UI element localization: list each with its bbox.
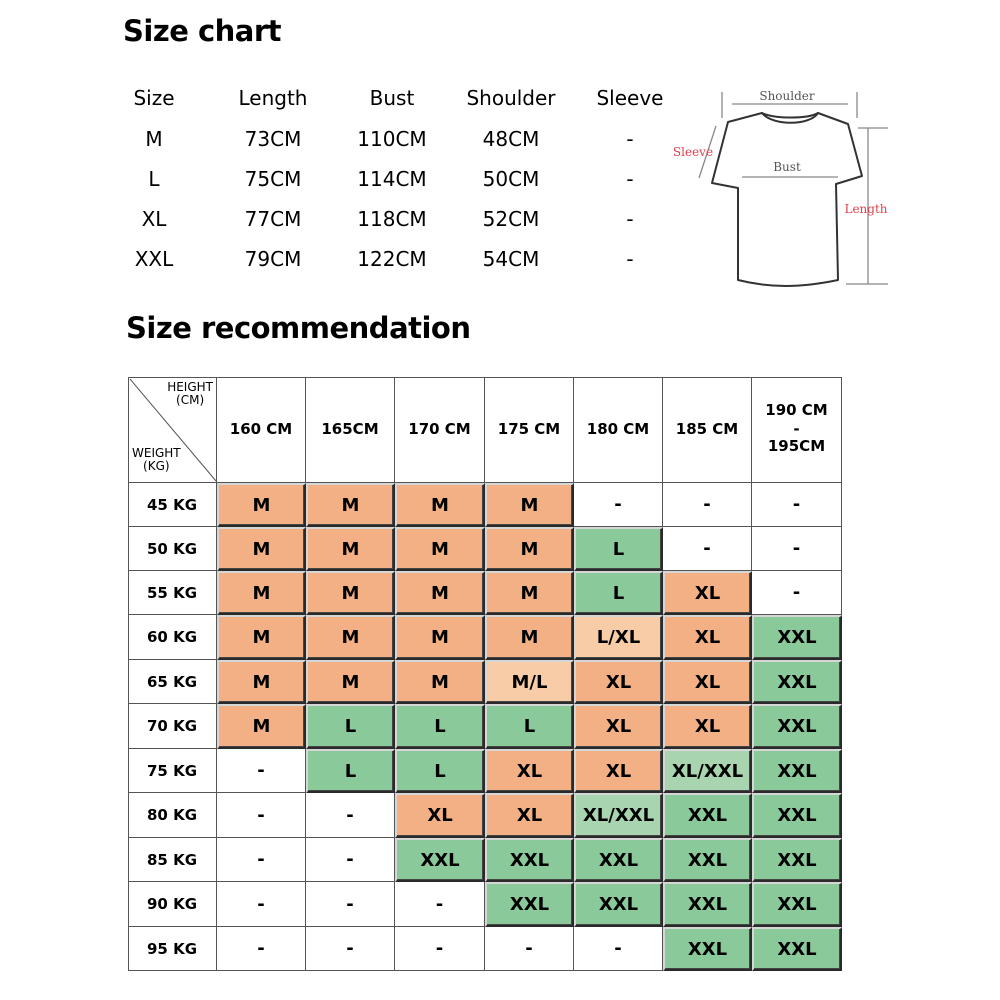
- size-cell: XL: [485, 793, 574, 838]
- size-cell: XL: [574, 704, 663, 749]
- length-label: Length: [844, 202, 888, 216]
- size-cell: XXL: [752, 749, 842, 793]
- size-cell: M: [485, 483, 574, 527]
- size-chart-cell-shoulder: 52CM: [482, 207, 540, 231]
- size-cell: M: [395, 615, 485, 660]
- weight-label: 80 KG: [128, 793, 217, 838]
- size-cell: XXL: [574, 838, 663, 882]
- height-header-label: 165CM: [321, 420, 379, 438]
- size-chart-header-shoulder: Shoulder: [466, 86, 556, 110]
- size-cell: -: [217, 927, 306, 971]
- size-cell: XL/XXL: [574, 793, 663, 838]
- size-cell: XL: [663, 571, 752, 615]
- sleeve-label: Sleeve: [672, 145, 714, 159]
- size-cell: XL: [395, 793, 485, 838]
- size-cell: -: [574, 483, 663, 527]
- size-cell: XXL: [663, 882, 752, 927]
- size-chart-cell-size: XXL: [134, 247, 174, 271]
- size-cell: L: [574, 527, 663, 571]
- size-cell: XXL: [663, 927, 752, 971]
- size-chart-cell-sleeve: -: [626, 127, 634, 151]
- size-cell: XL: [485, 749, 574, 793]
- height-header: [306, 377, 395, 483]
- size-cell: M: [217, 704, 306, 749]
- size-cell: -: [752, 571, 842, 615]
- size-cell: -: [485, 927, 574, 971]
- size-cell: -: [306, 882, 395, 927]
- height-header-label: 160 CM: [229, 420, 293, 438]
- size-chart-cell-bust: 114CM: [357, 167, 427, 191]
- weight-label: 65 KG: [128, 660, 217, 704]
- weight-label: 50 KG: [128, 527, 217, 571]
- size-cell: M: [306, 615, 395, 660]
- size-cell: L: [306, 704, 395, 749]
- height-header: [663, 377, 752, 483]
- size-chart-header-sleeve: Sleeve: [596, 86, 664, 110]
- height-header-label: 175 CM: [497, 420, 561, 438]
- size-chart-cell-shoulder: 50CM: [482, 167, 540, 191]
- size-recommendation-title: Size recommendation: [126, 311, 471, 345]
- height-header-line: -: [793, 420, 800, 438]
- size-chart-cell-bust: 118CM: [357, 207, 427, 231]
- size-cell: XL/XXL: [663, 749, 752, 793]
- height-header-line: 195CM: [767, 437, 826, 455]
- size-cell: M: [217, 527, 306, 571]
- height-header: [217, 377, 306, 483]
- size-chart-cell-size: XL: [141, 207, 167, 231]
- size-cell: -: [752, 483, 842, 527]
- size-cell: -: [217, 749, 306, 793]
- size-cell: XXL: [752, 793, 842, 838]
- size-cell: M: [217, 483, 306, 527]
- weight-label: 95 KG: [128, 927, 217, 971]
- size-cell: M: [217, 615, 306, 660]
- size-cell: M: [306, 483, 395, 527]
- tshirt-diagram: [668, 84, 898, 294]
- height-header: [574, 377, 663, 483]
- weight-label: 85 KG: [128, 838, 217, 882]
- size-cell: -: [752, 527, 842, 571]
- size-chart-cell-shoulder: 48CM: [482, 127, 540, 151]
- size-cell: -: [395, 927, 485, 971]
- size-cell: XXL: [485, 838, 574, 882]
- size-chart-cell-bust: 110CM: [357, 127, 427, 151]
- size-cell: M: [306, 527, 395, 571]
- size-cell: -: [217, 793, 306, 838]
- size-cell: -: [217, 882, 306, 927]
- size-cell: XL: [663, 660, 752, 704]
- size-cell: -: [574, 927, 663, 971]
- size-cell: L: [574, 571, 663, 615]
- size-cell: -: [306, 793, 395, 838]
- size-cell: L: [485, 704, 574, 749]
- size-cell: XXL: [752, 704, 842, 749]
- size-cell: XL: [574, 660, 663, 704]
- size-cell: XXL: [663, 793, 752, 838]
- corner-header: [128, 377, 217, 483]
- size-cell: L: [395, 749, 485, 793]
- size-cell: M: [217, 660, 306, 704]
- size-cell: M: [395, 527, 485, 571]
- size-chart-cell-length: 77CM: [244, 207, 302, 231]
- height-header-label: 185 CM: [675, 420, 739, 438]
- size-cell: L: [306, 749, 395, 793]
- weight-label: 60 KG: [128, 615, 217, 660]
- size-cell: M: [306, 660, 395, 704]
- height-header: [395, 377, 485, 483]
- size-cell: M: [485, 527, 574, 571]
- size-chart-header-size: Size: [133, 86, 175, 110]
- size-chart-cell-length: 75CM: [244, 167, 302, 191]
- size-cell: XXL: [752, 838, 842, 882]
- size-cell: XXL: [752, 882, 842, 927]
- size-chart-cell-length: 79CM: [244, 247, 302, 271]
- size-chart-cell-sleeve: -: [626, 247, 634, 271]
- size-cell: XXL: [395, 838, 485, 882]
- size-cell: M: [217, 571, 306, 615]
- size-cell: XXL: [663, 838, 752, 882]
- size-chart-cell-size: M: [145, 127, 163, 151]
- size-cell: -: [663, 483, 752, 527]
- size-cell: XL: [663, 615, 752, 660]
- size-cell: XL: [663, 704, 752, 749]
- size-cell: -: [395, 882, 485, 927]
- size-cell: M: [395, 660, 485, 704]
- weight-label: 70 KG: [128, 704, 217, 749]
- size-cell: -: [306, 927, 395, 971]
- size-cell: -: [306, 838, 395, 882]
- size-chart-header-length: Length: [238, 86, 308, 110]
- height-header: [485, 377, 574, 483]
- corner-weight-unit: (KG): [143, 459, 170, 473]
- size-chart-cell-sleeve: -: [626, 207, 634, 231]
- size-chart-cell-shoulder: 54CM: [482, 247, 540, 271]
- corner-height-label: HEIGHT: [167, 380, 213, 394]
- size-cell: XXL: [574, 882, 663, 927]
- size-chart-cell-bust: 122CM: [357, 247, 427, 271]
- size-cell: M: [485, 615, 574, 660]
- size-chart-cell-size: L: [148, 167, 160, 191]
- size-chart-header-bust: Bust: [369, 86, 415, 110]
- size-cell: XXL: [752, 660, 842, 704]
- corner-height-unit: (CM): [176, 393, 205, 407]
- size-cell: XXL: [752, 927, 842, 971]
- height-header: [752, 377, 842, 483]
- size-cell: XL: [574, 749, 663, 793]
- bust-label: Bust: [773, 160, 801, 174]
- size-cell: M: [485, 571, 574, 615]
- size-cell: -: [663, 527, 752, 571]
- size-chart-cell-length: 73CM: [244, 127, 302, 151]
- size-cell: M: [395, 483, 485, 527]
- weight-label: 55 KG: [128, 571, 217, 615]
- height-header-label: 170 CM: [408, 420, 471, 438]
- size-cell: M: [306, 571, 395, 615]
- size-cell: M/L: [485, 660, 574, 704]
- weight-label: 45 KG: [128, 483, 217, 527]
- shoulder-label: Shoulder: [759, 89, 815, 103]
- size-cell: L/XL: [574, 615, 663, 660]
- size-cell: XXL: [485, 882, 574, 927]
- size-cell: XXL: [752, 615, 842, 660]
- corner-weight-label: WEIGHT: [132, 446, 181, 460]
- size-chart-title: Size chart: [123, 14, 282, 48]
- size-cell: -: [217, 838, 306, 882]
- size-chart-cell-sleeve: -: [626, 167, 634, 191]
- weight-label: 75 KG: [128, 749, 217, 793]
- size-cell: M: [395, 571, 485, 615]
- height-header-line: 190 CM: [765, 401, 828, 419]
- size-recommendation-table: [128, 377, 842, 971]
- weight-label: 90 KG: [128, 882, 217, 927]
- height-header-label: 180 CM: [586, 420, 650, 438]
- size-cell: L: [395, 704, 485, 749]
